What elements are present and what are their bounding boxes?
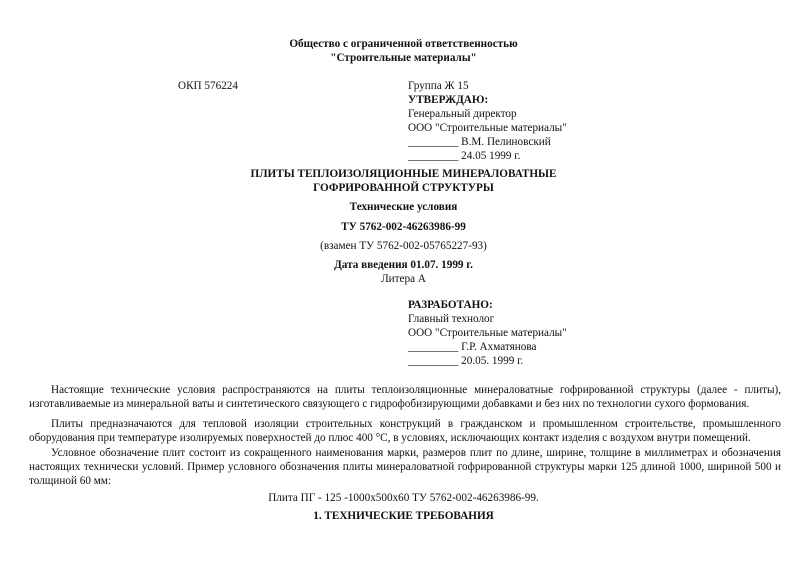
developed-date: _________ 20.05. 1999 г. — [408, 355, 524, 367]
document-title-line1: ПЛИТЫ ТЕПЛОИЗОЛЯЦИОННЫЕ МИНЕРАЛОВАТНЫЕ — [250, 168, 557, 180]
document-intro-date: Дата введения 01.07. 1999 г. — [334, 259, 473, 271]
document-title-line2: ГОФРИРОВАННОЙ СТРУКТУРЫ — [313, 182, 494, 194]
section-1-title: 1. ТЕХНИЧЕСКИЕ ТРЕБОВАНИЯ — [313, 510, 494, 522]
document-litera: Литера А — [381, 273, 426, 285]
approval-title: УТВЕРЖДАЮ: — [408, 94, 489, 106]
org-name-line1: Общество с ограниченной ответственностью — [289, 38, 518, 50]
developed-signature: _________ Г.Р. Ахматянова — [408, 341, 537, 353]
approval-position: Генеральный директор — [408, 108, 517, 120]
developed-company: ООО "Строительные материалы" — [408, 327, 567, 339]
body-paragraph-3: Условное обозначение плит состоит из сокращенного наименования марки, размеров плит по длине, ширине, толщине в миллиметрах и обозначения настоящих технически условий. Пример условного обозначения плиты минераловатной гофрированной структуры марки 125 длиной 1000, шириной 500 и толщиной 60 мм: — [29, 447, 781, 487]
document-code: ТУ 5762-002-46263986-99 — [341, 221, 466, 233]
body-paragraph-2: Плиты предназначаются для тепловой изоляции строительных конструкций в гражданском и промышленном строительстве, промышленного оборудования при температуре изолируемых поверхностей до плюс 400 °С, в условиях, исключающих контакт изделия с воздухом внутри помещений. — [29, 418, 781, 444]
developed-title: РАЗРАБОТАНО: — [408, 299, 493, 311]
document-replaces: (взамен ТУ 5762-002-05765227-93) — [320, 240, 487, 252]
approval-date: _________ 24.05 1999 г. — [408, 150, 521, 162]
document-subtitle: Технические условия — [349, 201, 458, 213]
developed-position: Главный технолог — [408, 313, 495, 325]
okp-code: ОКП 576224 — [178, 80, 238, 92]
approval-signature: _________ В.М. Пелиновский — [408, 136, 551, 148]
designation-example: Плита ПГ - 125 -1000х500х60 ТУ 5762-002-46263986-99. — [268, 492, 539, 504]
group-code: Группа Ж 15 — [408, 80, 469, 92]
body-paragraph-1: Настоящие технические условия распространяются на плиты теплоизоляционные минераловатные гофрированной структуры (далее - плиты), изготавливаемые из минеральной ваты и синтетического связующего с гидрофобизирующими добавками и без них по технологии сухого формования. — [29, 384, 781, 410]
org-name-line2: "Строительные материалы" — [330, 52, 477, 64]
approval-company: ООО "Строительные материалы" — [408, 122, 567, 134]
